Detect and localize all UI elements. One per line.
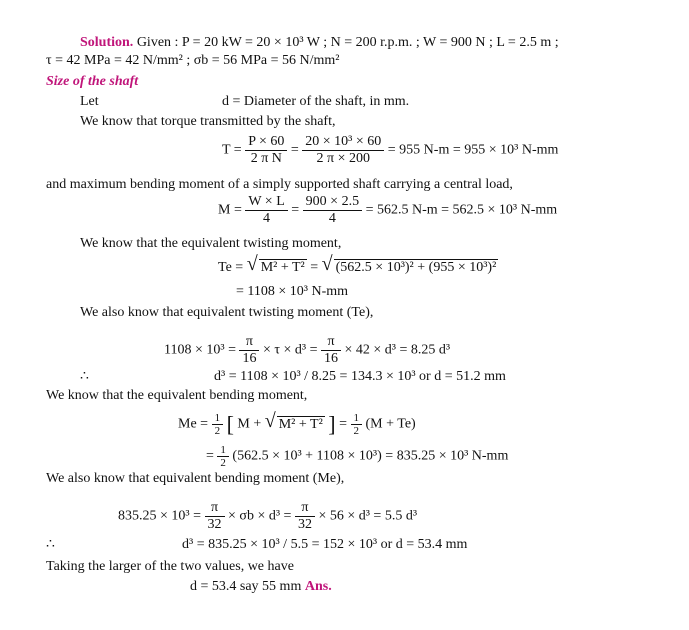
let-definition: d = Diameter of the shaft, in mm. [222,94,410,109]
larger-value-intro: Taking the larger of the two values, we have [46,559,294,574]
fraction-half: $\frac{1}{2}$ [217,444,229,469]
let-label: Let [80,94,99,109]
twisting-result: = 1108 × 10³ N-mm [236,284,349,299]
bending-2-intro: We know that the equivalent bending moment, [46,388,308,403]
fraction: $\frac{\pi}{16}$ [321,334,341,367]
torque-equation: T = $\frac{P \times 60}{\text{2 π N}}$ = $\frac{\text{20 × 10³ × 60}}{2 \pi \times 200}$ = 955 N-m = 955 × 10³ N-mm [222,134,559,166]
fraction: $\frac{W \times L}{4}$ [245,194,287,227]
twisting-equation: Te = √ M² + T² = √ (562.5 × 10³)² + (955 × 10³)² [218,253,497,275]
diameter-result-2: d³ = 835.25 × 10³ / 5.5 = 152 × 10³ or d = 53.4 mm [182,537,468,552]
fraction: $\frac{\pi}{32}$ [205,500,225,533]
torque-intro: We know that torque transmitted by the shaft, [80,114,336,129]
twisting-intro: We know that the equivalent twisting moment, [80,236,342,251]
answer-label: Ans. [304,579,332,594]
diameter-result-1: d³ = 1108 × 10³ / 8.25 = 134.3 × 10³ or d = 51.2 mm [214,369,506,384]
fraction-half: $\frac{1}{2}$ [212,412,224,437]
square-root: √ M² + T² [246,253,305,275]
fraction: $\frac{P \times 60}{\text{2 π N}}$ [245,134,287,167]
bending-3-intro: We also know that equivalent bending moment (Me), [46,471,345,486]
eq-lhs: T = [222,142,242,158]
bending-equation: M = $\frac{W \times L}{4}$ = $\frac{900 \times 2.5}{4}$ = 562.5 N-m = 562.5 × 10³ N-mm [218,194,558,226]
square-root: √ (562.5 × 10³)² + (955 × 10³)² [321,253,497,275]
section-title: Size of the shaft [46,74,139,89]
final-answer-text: d = 53.4 say 55 mm [190,579,305,594]
therefore-symbol: ∴ [80,369,89,384]
square-root: √ M² + T² [264,409,323,432]
solution-label: Solution. [80,35,134,50]
fraction: $\frac{\pi}{16}$ [239,334,259,367]
eq-rhs: = 955 N-m = 955 × 10³ N-mm [387,142,559,158]
final-answer [190,578,332,596]
fraction-half: $\frac{1}{2}$ [351,412,363,437]
given-line [80,34,559,52]
torsion-equation: 1108 × 10³ = $\frac{\pi}{16}$ × τ × d³ = $\frac{\pi}{16}$ × 42 × d³ = 8.25 d³ [164,334,451,366]
given-text: Given : P = 20 kW = 20 × 10³ W ; N = 200 r.p.m. ; W = 900 N ; L = 2.5 m ; [133,35,559,50]
bending-intro: and maximum bending moment of a simply supported shaft carrying a central load, [46,177,513,192]
given-line-2: τ = 42 MPa = 42 N/mm² ; σb = 56 MPa = 56 N/mm² [46,53,340,68]
twisting-2-intro: We also know that equivalent twisting moment (Te), [80,305,374,320]
equivalent-bending-equation: Me = $\frac{1}{2}$ [ M + √ M² + T² ] = $\frac{1}{2}$ (M + Te) [178,409,416,437]
fraction: $\frac{900 \times 2.5}{4}$ [303,194,362,227]
fraction: $\frac{\text{20 × 10³ × 60}}{2 \pi \times 200}$ [302,134,384,167]
therefore-symbol: ∴ [46,537,55,552]
bending-stress-equation: 835.25 × 10³ = $\frac{\pi}{32}$ × σb × d³ = $\frac{\pi}{32}$ × 56 × d³ = 5.5 d³ [118,500,418,532]
equivalent-bending-result: = $\frac{1}{2}$ (562.5 × 10³ + 1108 × 10³) = 835.25 × 10³ N-mm [206,444,509,469]
fraction: $\frac{\pi}{32}$ [295,500,315,533]
